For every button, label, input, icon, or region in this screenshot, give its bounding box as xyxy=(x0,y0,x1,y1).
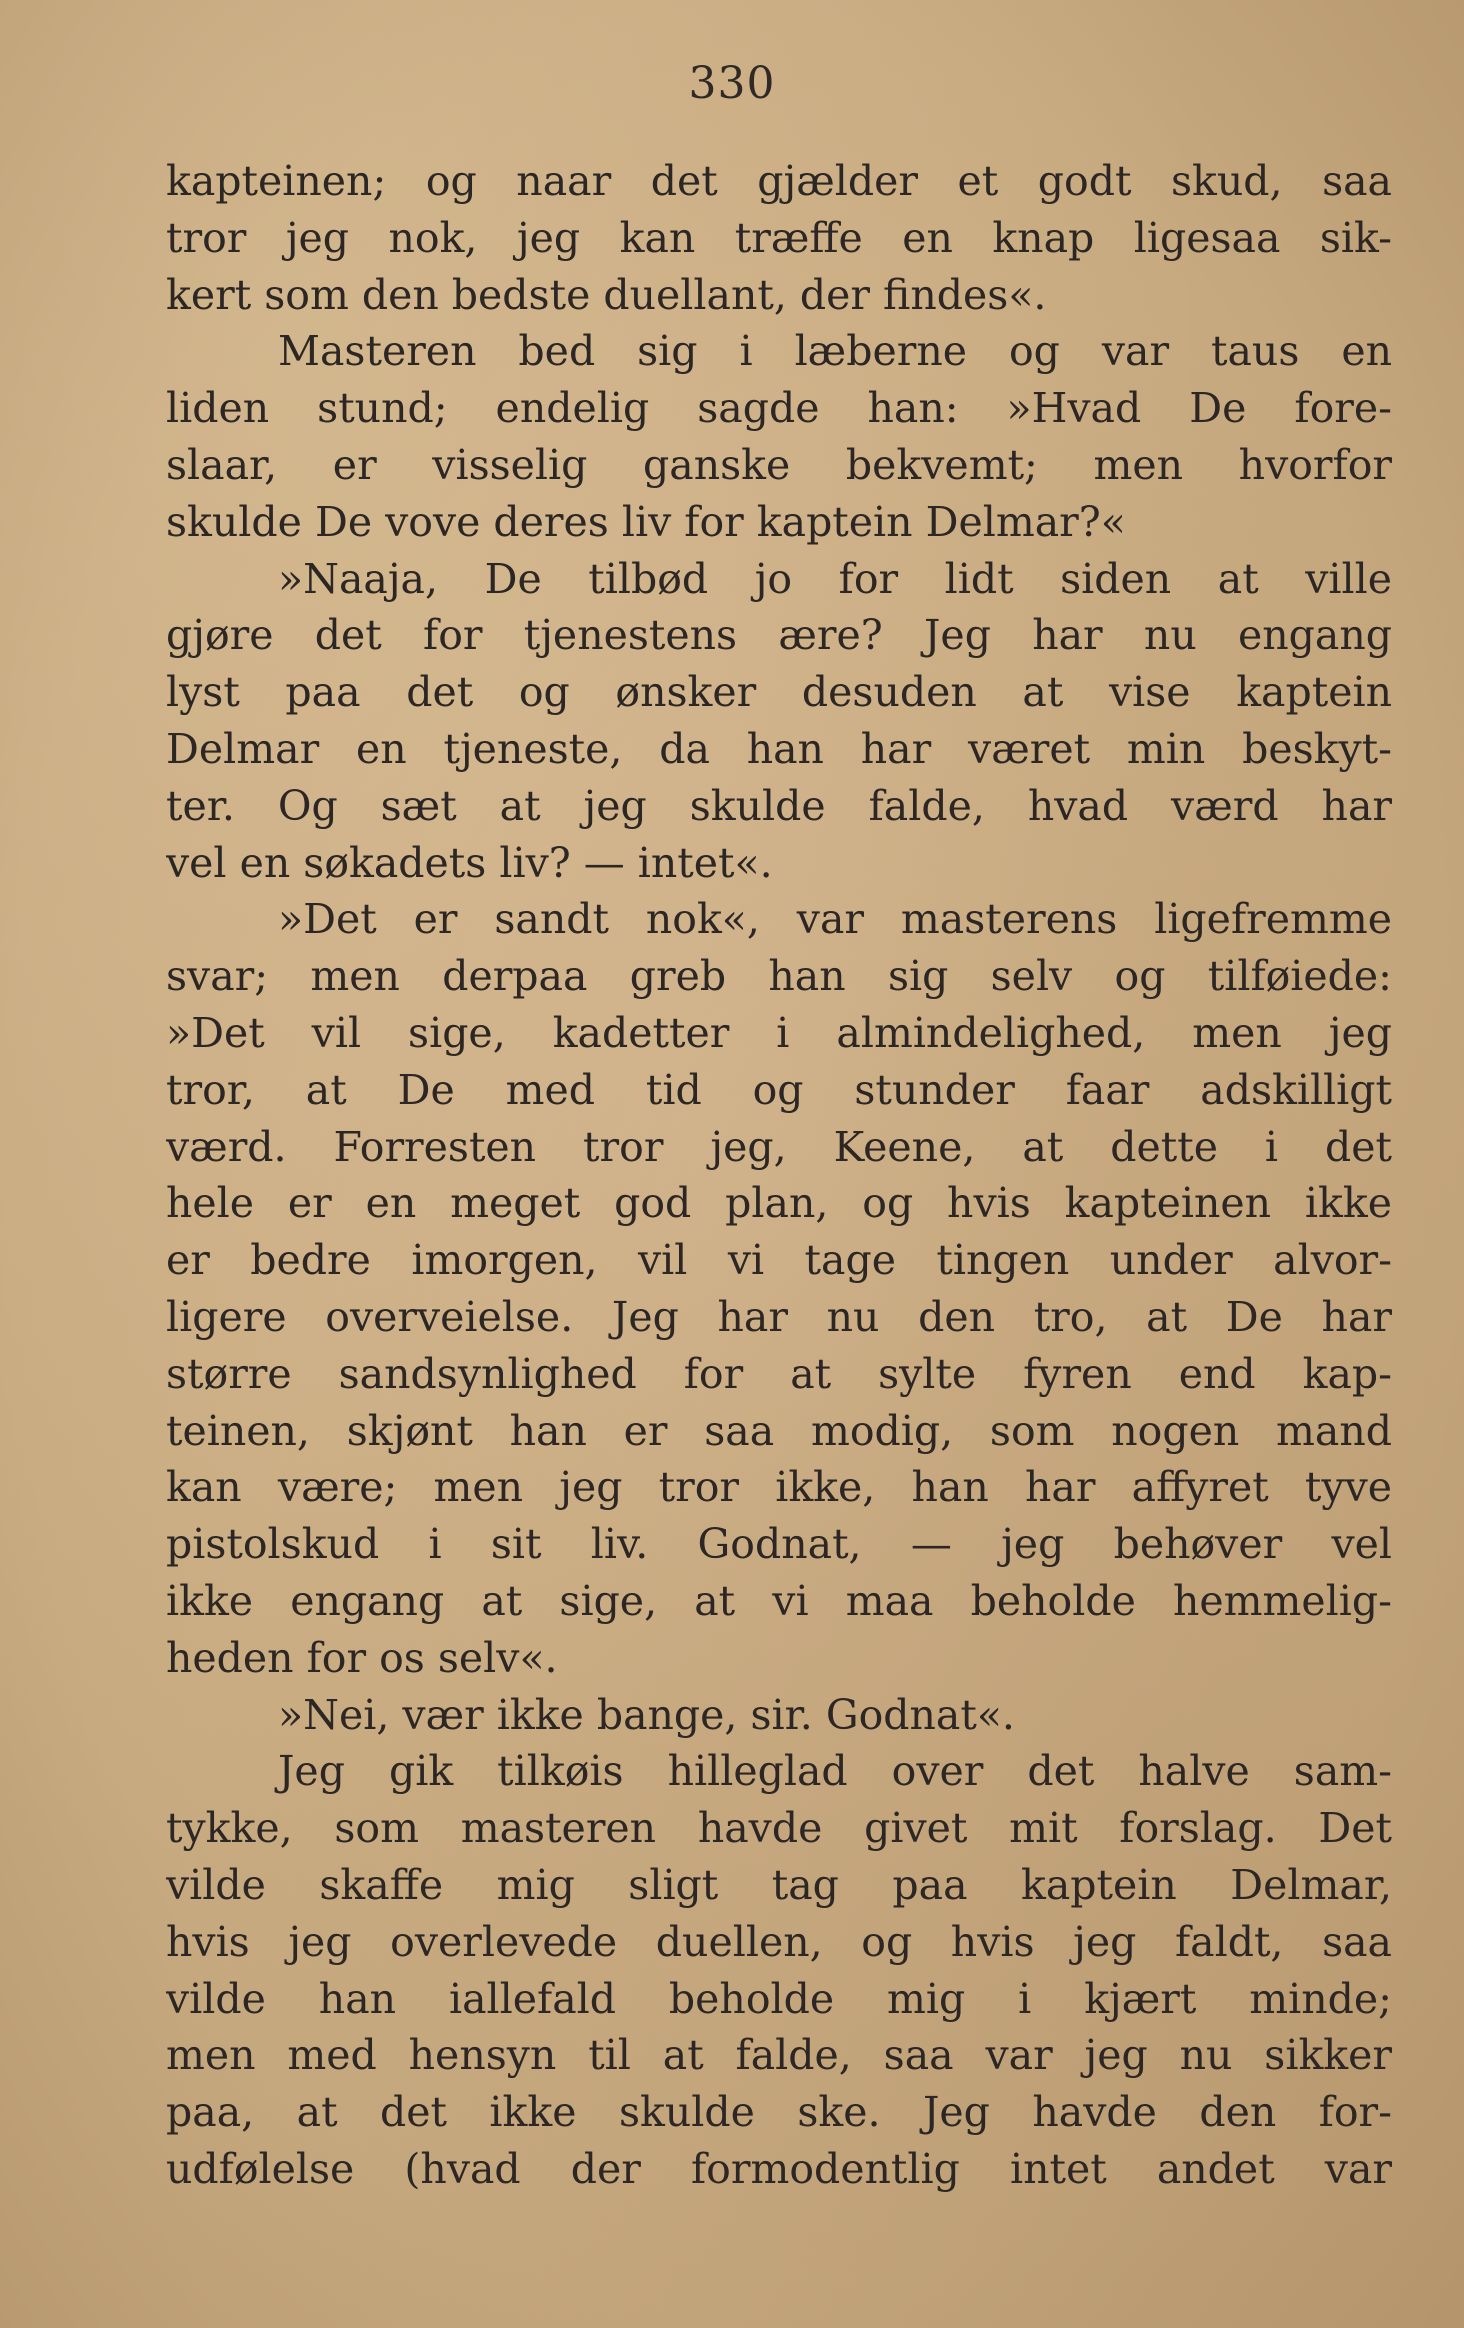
text-line: tykke, som masteren havde givet mit forslag. Det xyxy=(166,1804,1392,1853)
text-line: liden stund; endelig sagde han: »Hvad De fore- xyxy=(166,384,1392,433)
text-line: ikke engang at sige, at vi maa beholde hemmelig- xyxy=(166,1576,1392,1625)
text-line: teinen, skjønt han er saa modig, som nogen mand xyxy=(166,1406,1392,1455)
text-line: vilde han iallefald beholde mig i kjært minde; xyxy=(166,1974,1392,2023)
text-line: kert som den bedste duellant, der findes«. xyxy=(166,270,1047,319)
text-line: »Nei, vær ikke bange, sir. Godnat«. xyxy=(278,1690,1015,1739)
text-line: større sandsynlighed for at sylte fyren end kap- xyxy=(166,1349,1392,1398)
text-line: værd. Forresten tror jeg, Keene, at dette i det xyxy=(166,1122,1392,1171)
text-line: er bedre imorgen, vil vi tage tingen under alvor- xyxy=(166,1236,1392,1285)
text-line: ter. Og sæt at jeg skulde falde, hvad værd har xyxy=(166,781,1392,830)
page-number: 330 xyxy=(688,58,776,109)
text-line: Masteren bed sig i læberne og var taus en xyxy=(278,327,1392,376)
text-line: hele er en meget god plan, og hvis kapteinen ikke xyxy=(166,1179,1392,1228)
text-line: Jeg gik tilkøis hilleglad over det halve sam- xyxy=(278,1747,1392,1796)
text-line: paa, at det ikke skulde ske. Jeg havde den for- xyxy=(166,2088,1392,2137)
text-line: lyst paa det og ønsker desuden at vise kaptein xyxy=(166,668,1392,717)
text-line: kan være; men jeg tror ikke, han har affyret tyve xyxy=(166,1463,1392,1512)
text-line: »Det er sandt nok«, var masterens ligefremme xyxy=(278,895,1392,944)
text-line: men med hensyn til at falde, saa var jeg nu sikker xyxy=(166,2031,1392,2080)
text-line: tror jeg nok, jeg kan træffe en knap ligesaa sik- xyxy=(166,213,1392,262)
text-line: Delmar en tjeneste, da han har været min beskyt- xyxy=(166,724,1392,773)
text-line: kapteinen; og naar det gjælder et godt skud, saa xyxy=(166,157,1392,205)
text-line: hvis jeg overlevede duellen, og hvis jeg faldt, saa xyxy=(166,1917,1392,1966)
text-line: svar; men derpaa greb han sig selv og tilføiede: xyxy=(166,952,1392,1001)
text-line: »Naaja, De tilbød jo for lidt siden at ville xyxy=(278,554,1392,603)
text-line: tror, at De med tid og stunder faar adskilligt xyxy=(166,1065,1392,1114)
text-line: ligere overveielse. Jeg har nu den tro, at De har xyxy=(166,1292,1392,1341)
text-line: »Det vil sige, kadetter i almindelighed, men jeg xyxy=(166,1008,1392,1057)
text-line: udfølelse (hvad der formodentlig intet andet var xyxy=(166,2144,1392,2193)
text-line: pistolskud i sit liv. Godnat, — jeg behøver vel xyxy=(166,1520,1392,1569)
body-text xyxy=(166,153,1392,2198)
text-line: heden for os selv«. xyxy=(166,1633,558,1682)
text-line: gjøre det for tjenestens ære? Jeg har nu engang xyxy=(166,611,1392,660)
text-line: vel en søkadets liv? — intet«. xyxy=(166,838,773,887)
text-line: vilde skaffe mig sligt tag paa kaptein Delmar, xyxy=(166,1860,1392,1909)
text-line: slaar, er visselig ganske bekvemt; men hvorfor xyxy=(166,440,1392,489)
text-line: skulde De vove deres liv for kaptein Delmar?« xyxy=(166,497,1126,546)
